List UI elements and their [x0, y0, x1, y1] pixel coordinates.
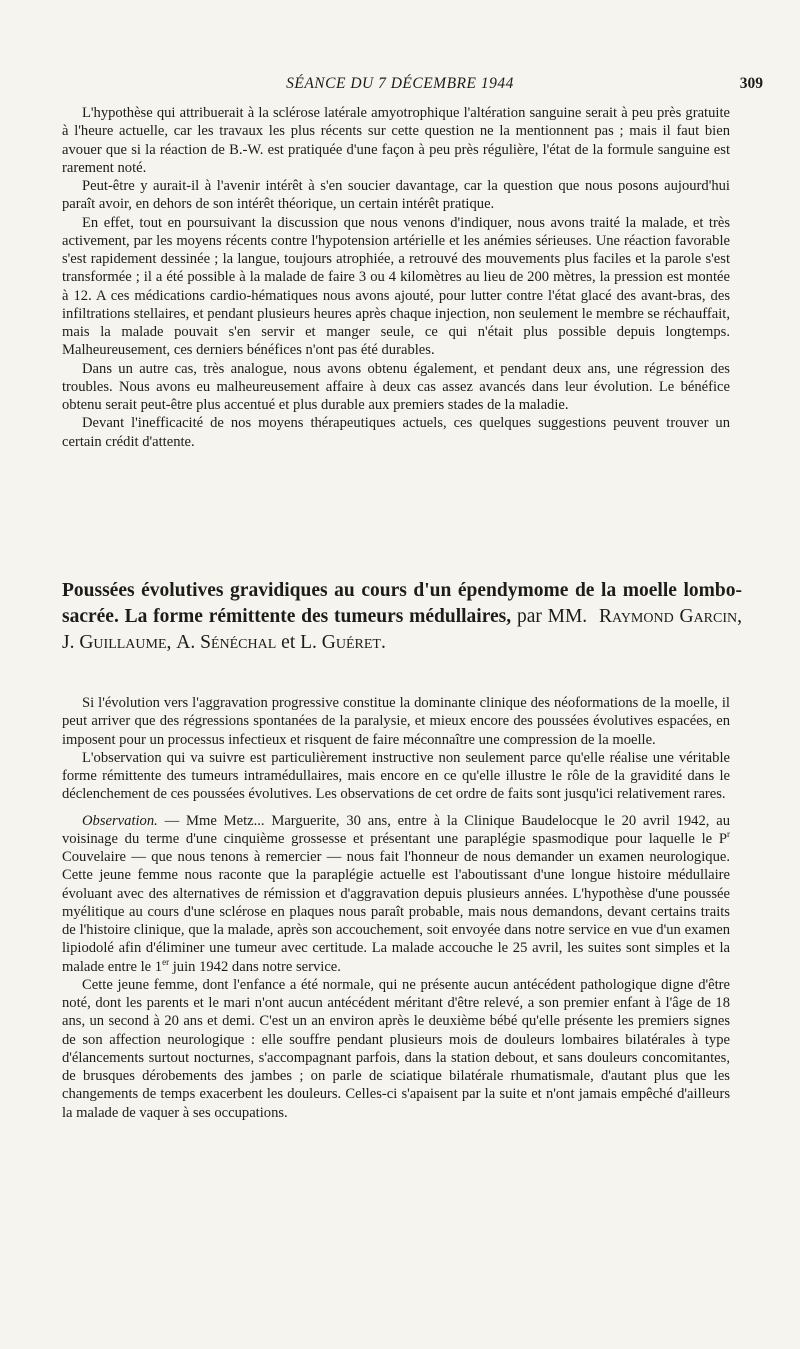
observation-text: juin 1942 dans notre service. [169, 958, 341, 975]
paragraph: L'observation qui va suivre est particulièrement instructive non seulement parce qu'elle réalise une véritable forme rémittente des tumeurs intramédullaires, mais encore en ce qu'elle illustre le rôle de la gravidité dans le déclenchement de ces poussées évolutives. Les observations de cet ordre de faits sont jusqu'ici relativement rares. [62, 749, 730, 803]
paragraph: Dans un autre cas, très analogue, nous avons obtenu également, et pendant deux ans, une régression des troubles. Nous avons eu malheureusement affaire à deux cas assez avancés dans leur évolution. Le bénéfice obtenu serait peut-être plus accentué et plus durable aux premiers stades de la maladie. [62, 360, 730, 413]
paragraph: Devant l'inefficacité de nos moyens thérapeutiques actuels, ces quelques suggestions peuvent trouver un certain crédit d'attente. [62, 415, 730, 450]
paragraph: Cette jeune femme, dont l'enfance a été normale, qui ne présente aucun antécédent pathologique digne d'être noté, dont les parents et le mari n'ont aucun antécédent méritant d'être relevé, a son premier enfant à l'âge de 18 ans, un second à 20 ans et demi. C'est un an environ après le deuxième bébé qu'elle présente les premiers signes de son affection neurologique : elle souffre pendant plusieurs mois de douleurs lombaires bilatérales à type d'élancements surtout nocturnes, s'accompagnant parfois, dans la station debout, et sans douleurs concomitantes, de brusques dérobements des jambes ; on parle de sciatique bilatérale rhumatismale, d'autant plus que les changements de temps exacerbent les douleurs. Celles-ci s'apaisent par la suite et n'ont jamais empêché d'ailleurs la malade de vaquer à ses occupations. [62, 976, 730, 1121]
article-title: Poussées évolutives gravidiques au cours d'un épendymome de la moelle lombo-sacrée. La forme rémittente des tumeurs médullaires, [62, 580, 742, 627]
observation-label: Observation. [82, 812, 158, 829]
observation-paragraph [62, 812, 730, 976]
paragraph: Si l'évolution vers l'aggravation progressive constitue la dominante clinique des néoformations de la moelle, il peut arriver que des régressions spontanées de la paralysie, et mieux encore des poussées évolutives espacées, en imposent pour un processus infectieux et risquent de faire méconnaître une compression de la moelle. [62, 695, 730, 748]
author-name: A. Sénéchal [176, 632, 277, 653]
author-name: L. Guéret. [300, 632, 386, 653]
observation-text: Couvelaire — que nous tenons à remercier — nous fait l'honneur de nous demander un examen neurologique. Cette jeune femme nous raconte que la paraplégie actuelle est l'aboutissant d'une longue histoire médullaire évoluant avec des alternatives de rémission et d'aggravation depuis plusieurs années. L'hypothèse d'une poussée myélitique au cours d'une sclérose en plaques nous paraît probable, mais nous demandons, devant certains traits de l'histoire clinique, que la malade, après son accouchement, soit envoyée dans notre service en vue d'un examen lipiodolé afin d'éliminer une tumeur avec certitude. La malade accouche le 25 avril, les suites sont simples et la malade entre le 1 [62, 849, 730, 975]
article-heading [62, 578, 742, 656]
superscript: r [727, 828, 730, 839]
paragraph: L'hypothèse qui attribuerait à la sclérose latérale amyotrophique l'altération sanguine serait à peu près gratuite à l'heure actuelle, car les travaux les plus récents sur cette question ne la mentionnent pas ; mais il faut bien avouer que si la réaction de B.-W. est pratiquée d'une façon à peu près régulière, l'état de la formule sanguine est rarement noté. [62, 105, 730, 176]
section-body [62, 104, 730, 451]
author-prefix: par MM. [516, 606, 588, 627]
author-name: J. Guillaume, [62, 632, 172, 653]
article-body [62, 694, 730, 1122]
observation-text: — Mme Metz... Marguerite, 30 ans, entre à la Clinique Baudelocque le 20 avril 1942, au voisinage du terme d'une cinquième grossesse et présentant une paraplégie spasmodique pour laquelle le P [62, 812, 730, 847]
author-conjunction: et [281, 632, 296, 653]
author-name: Raymond Garcin, [598, 606, 743, 627]
page-number: 309 [739, 75, 763, 92]
running-title: SÉANCE DU 7 DÉCEMBRE 1944 [286, 75, 514, 92]
running-head [0, 75, 800, 95]
paragraph: Peut-être y aurait-il à l'avenir intérêt à s'en soucier davantage, car la question que nous posons aujourd'hui paraît avoir, en dehors de son intérêt théorique, un certain intérêt pratique. [62, 178, 730, 213]
superscript: er [162, 956, 170, 967]
paragraph: En effet, tout en poursuivant la discussion que nous venons d'indiquer, nous avons traité la malade, et très activement, par les moyens récents contre l'hypotension artérielle et les anémies sérieuses. Une réaction favorable s'est rapidement dessinée ; la langue, toujours atrophiée, a retrouvé des mouvements plus faciles et la parole s'est transformée ; il a été possible à la malade de faire 3 ou 4 kilomètres au lieu de 200 mètres, la pression est montée à 12. A ces médications cardio-hématiques nous avons ajouté, pour lutter contre l'état glacé des avant-bras, des infiltrations stellaires, et pendant plusieurs heures après chaque injection, non seulement le membre se réchauffait, mais la malade pouvait s'en servir et manger seule, ce qui n'était plus possible depuis longtemps. Malheureusement, ces derniers bénéfices n'ont pas été durables. [62, 214, 730, 359]
